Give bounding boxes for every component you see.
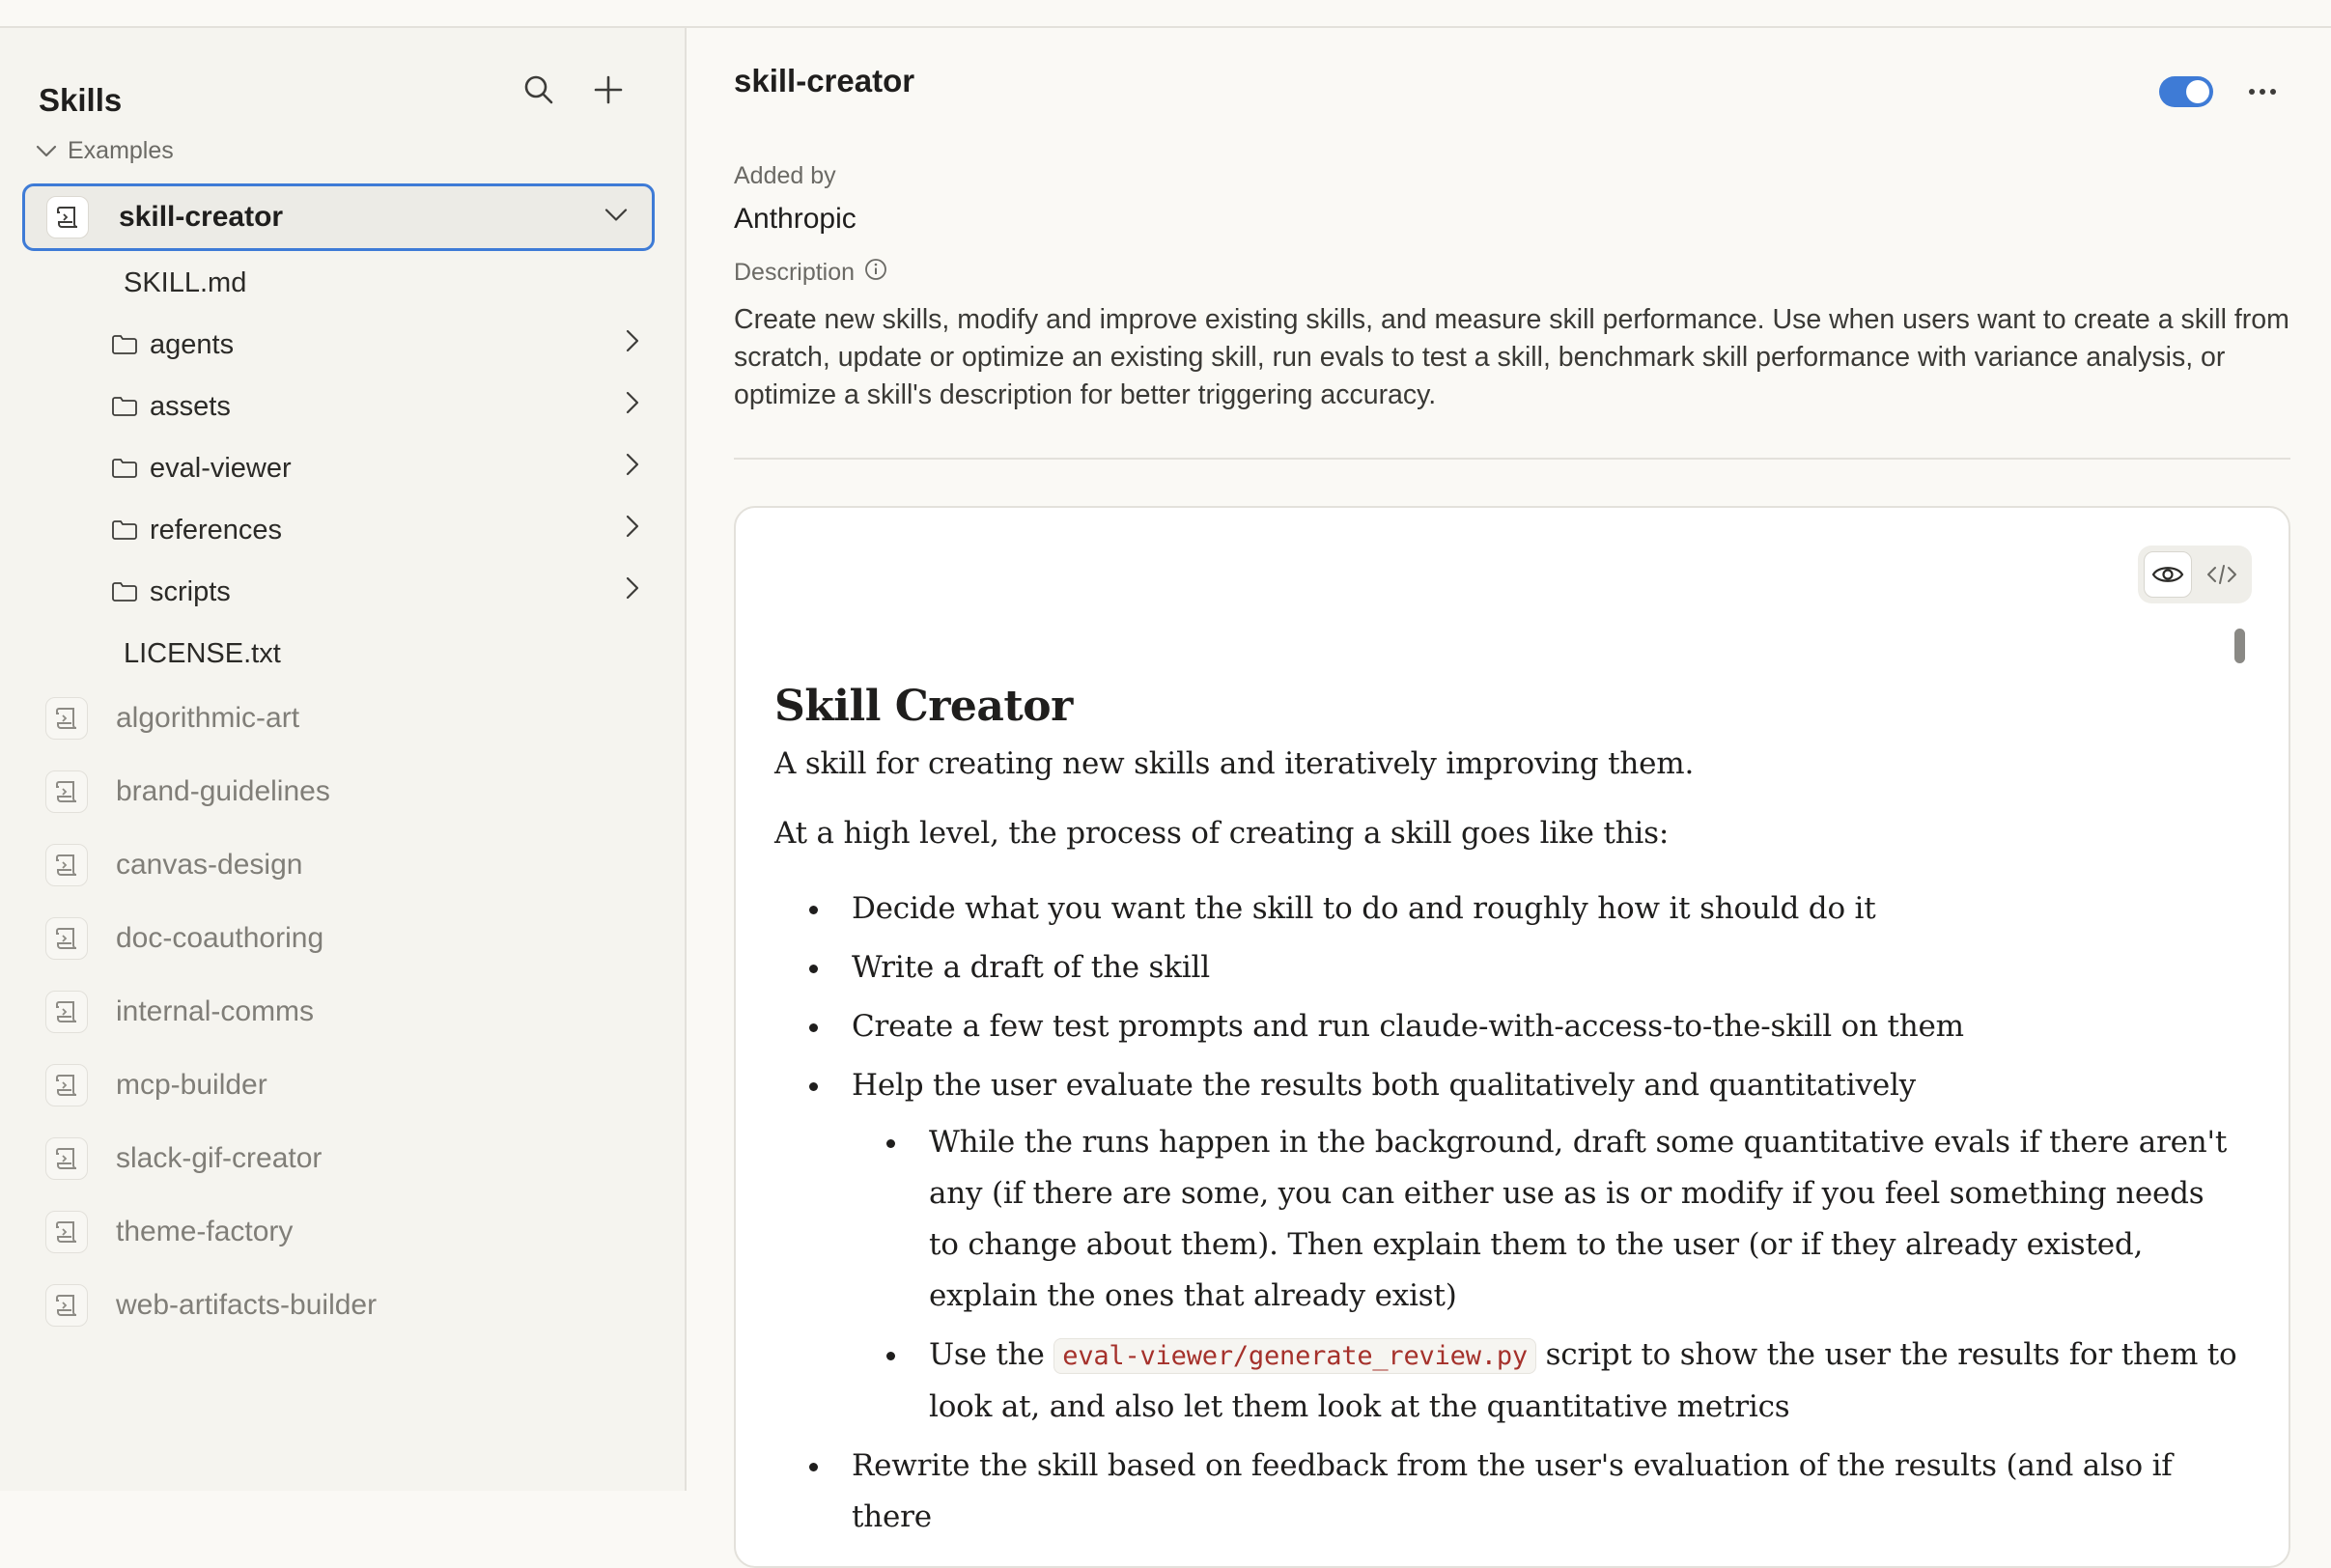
chevron-right-icon (625, 452, 640, 485)
folder-label: scripts (150, 575, 231, 607)
scroll-icon (46, 196, 89, 238)
page-title: skill-creator (734, 63, 915, 98)
skill-label: theme-factory (116, 1216, 294, 1247)
skill-label: mcp-builder (116, 1069, 267, 1101)
doc-lead: At a high level, the process of creating a skill goes like this: (774, 816, 1670, 851)
doc-bullet-list (774, 883, 2242, 1543)
preview-mode-button[interactable] (2144, 551, 2192, 598)
examples-group-toggle[interactable] (35, 137, 174, 165)
skill-item-theme-factory[interactable] (22, 1200, 655, 1264)
eye-icon (2151, 563, 2184, 586)
top-bar (0, 0, 2331, 28)
scroll-icon (45, 1211, 88, 1253)
more-icon-dot (2270, 89, 2276, 95)
added-by-value: Anthropic (734, 203, 857, 235)
skill-label: canvas-design (116, 849, 303, 881)
plus-icon (593, 74, 624, 105)
skill-label: slack-gif-creator (116, 1142, 323, 1174)
inline-code: eval-viewer/generate_review.py (1053, 1338, 1536, 1374)
folder-label: references (150, 514, 283, 546)
scroll-icon (45, 1137, 88, 1180)
folder-label: agents (150, 328, 235, 360)
description-text: Create new skills, modify and improve existing skills, and measure skill performance. Use when users want to create a skill from scratch, update or optimize an existing skill, run evals to test a skill, benchmark skill performance with variance analysis, or optimize a skill's description for better triggering accuracy. (734, 304, 2289, 410)
search-icon (522, 73, 555, 106)
folder-icon (111, 333, 138, 356)
sub-list-item (852, 1330, 2242, 1433)
folder-icon (111, 580, 138, 603)
list-item-text: Help the user evaluate the results both qualitatively and quantitatively (852, 1068, 1916, 1103)
skill-label: web-artifacts-builder (116, 1289, 378, 1321)
list-item-text: Create a few test prompts and run claude-with-access-to-the-skill on them (852, 1009, 1964, 1044)
folder-icon (111, 457, 138, 480)
add-skill-button[interactable] (581, 63, 635, 117)
scroll-icon (45, 1064, 88, 1106)
skill-item-slack-gif-creator[interactable] (22, 1127, 655, 1190)
more-icon-dot (2249, 89, 2255, 95)
toggle-knob (2186, 80, 2209, 103)
folder-item-scripts[interactable] (111, 565, 652, 619)
list-item (774, 1001, 2242, 1052)
skill-label: doc-coauthoring (116, 922, 324, 954)
chevron-right-icon (625, 328, 640, 361)
code-icon (2205, 562, 2238, 587)
skill-label: algorithmic-art (116, 702, 300, 734)
list-item-text: Rewrite the skill based on feedback from the user's evaluation of the results (and also if there (852, 1448, 2173, 1534)
more-options-button[interactable] (2238, 72, 2287, 111)
skill-item-canvas-design[interactable] (22, 833, 655, 897)
list-item (774, 883, 2242, 935)
folder-item-agents[interactable] (111, 318, 652, 372)
folder-icon (111, 518, 138, 542)
chevron-right-icon (625, 390, 640, 423)
folder-item-references[interactable] (111, 503, 652, 557)
chevron-right-icon (625, 514, 640, 546)
skill-item-doc-coauthoring[interactable] (22, 907, 655, 970)
skill-item-skill-creator[interactable] (22, 183, 655, 251)
scrollbar-thumb[interactable] (2234, 629, 2245, 663)
more-icon-dot (2260, 89, 2265, 95)
doc-intro: A skill for creating new skills and iteratively improving them. (774, 746, 1695, 781)
list-item-text: While the runs happen in the background, draft some quantitative evals if there aren't any (if there are some, you can either use as is or modify if you feel something needs to change about them). Then explain them to the user (or if they already existed, explain the ones that already exist) (929, 1125, 2228, 1313)
description-label: Description (734, 259, 856, 286)
skill-document-preview[interactable] (734, 506, 2290, 1568)
scroll-icon (45, 917, 88, 960)
description-label-row (734, 258, 887, 288)
chevron-down-icon[interactable] (604, 208, 629, 228)
search-button[interactable] (512, 63, 566, 117)
added-by-label: Added by (734, 162, 836, 189)
skill-label: internal-comms (116, 995, 315, 1027)
list-item-text: Decide what you want the skill to do and roughly how it should do it (852, 891, 1876, 926)
folder-label: assets (150, 390, 231, 422)
skill-item-web-artifacts-builder[interactable] (22, 1274, 655, 1337)
skill-enabled-toggle[interactable] (2159, 76, 2213, 107)
skill-detail-panel (688, 28, 2331, 1534)
list-item-text: Write a draft of the skill (852, 950, 1210, 985)
chevron-right-icon (625, 575, 640, 608)
view-mode-toggle (2138, 546, 2252, 603)
folder-item-eval-viewer[interactable] (111, 441, 652, 495)
list-item-text: script to show the user the results for them to look at, and also let them look at the quantitative metrics (929, 1337, 2237, 1424)
folder-icon (111, 395, 138, 418)
scroll-icon (45, 770, 88, 813)
divider (734, 458, 2290, 460)
skill-item-brand-guidelines[interactable] (22, 760, 655, 824)
list-item (774, 1441, 2242, 1543)
scroll-icon (45, 844, 88, 886)
skill-item-mcp-builder[interactable] (22, 1053, 655, 1117)
file-item-skill-md[interactable] (124, 256, 664, 310)
list-item-text: Use the (929, 1337, 1045, 1372)
doc-sub-list (852, 1117, 2242, 1433)
folder-item-assets[interactable] (111, 379, 652, 434)
skill-label: brand-guidelines (116, 775, 330, 807)
folder-label: eval-viewer (150, 452, 292, 484)
skill-item-algorithmic-art[interactable] (22, 686, 655, 750)
skill-label: skill-creator (119, 201, 284, 233)
skills-sidebar (0, 28, 687, 1491)
code-mode-button[interactable] (2198, 551, 2246, 598)
sidebar-title: Skills (39, 82, 123, 118)
list-item (774, 942, 2242, 994)
list-item (774, 1060, 2242, 1433)
doc-heading: Skill Creator (774, 682, 1073, 731)
skill-item-internal-comms[interactable] (22, 980, 655, 1044)
file-label: SKILL.md (124, 266, 247, 298)
scroll-icon (45, 697, 88, 740)
file-item-license[interactable] (124, 627, 664, 681)
scroll-icon (45, 991, 88, 1033)
group-label: Examples (68, 137, 174, 164)
file-label: LICENSE.txt (124, 637, 281, 669)
chevron-down-icon (35, 144, 58, 159)
scroll-icon (45, 1284, 88, 1327)
info-icon[interactable] (864, 258, 887, 288)
sub-list-item (852, 1117, 2242, 1322)
markdown-content (774, 682, 2242, 1551)
